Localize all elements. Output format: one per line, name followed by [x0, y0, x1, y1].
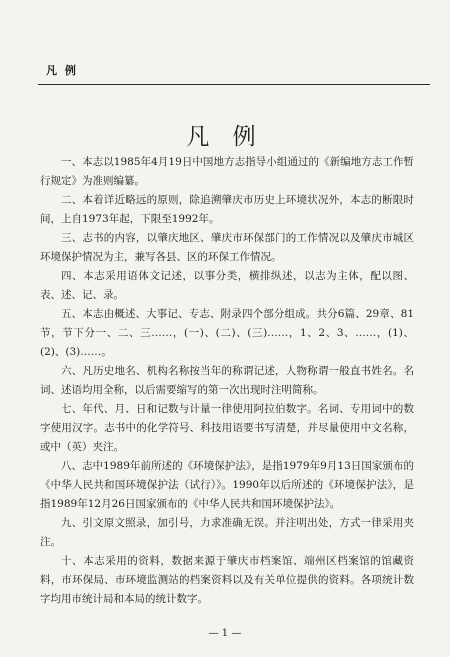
- header-rule: [38, 84, 430, 85]
- paragraph-10: 十、本志采用的资料，数据来源于肇庆市档案馆、端州区档案馆的馆藏资料，市环保局、市环境监测站的档案资料以及有关单位提供的资料。各项统计数字均用市统计局和本局的统计数字。: [40, 555, 414, 605]
- paragraph-3: 三、志书的内容，以肇庆地区、肇庆市环保部门的工作情况以及肇庆市城区环境保护情况为主，兼写各县、区的环保工作情况。: [40, 232, 414, 263]
- paragraph-5: 五、本志由概述、大事记、专志、附录四个部分组成。共分6篇、29章、81节，节下分一、二、三……，(一)、(二)、(三)……，1、2、3、……，(1)、(2)、(3)……。: [40, 308, 414, 358]
- paragraph-8: 八、志中1989年前所述的《环境保护法》，是指1979年9月13日国家颁布的《中华人民共和国环境保护法（试行）》。1990年以后所述的《环境保护法》，是指1989年12月26日国家颁布的《中华人民共和国环境保护法》。: [40, 460, 414, 510]
- paragraph-2: 二、本着详近略远的原则，除追溯肇庆市历史上环境状况外，本志的断限时间，上自1973年起，下限至1992年。: [40, 194, 414, 225]
- paragraph-7: 七、年代、月、日和记数与计量一律使用阿拉伯数字。名词、专用词中的数字使用汉字。志书中的化学符号、科技用语要书写清楚，并尽量使用中文名称，或中（英）夹注。: [40, 403, 414, 453]
- paragraph-6: 六、凡历史地名、机构名称按当年的称谓记述，人物称谓一般直书姓名。名词、述语均用全称，以后需要缩写的第一次出现时注明简称。: [40, 365, 414, 396]
- body-text: [40, 153, 414, 609]
- page-number: — 1 —: [208, 628, 242, 639]
- paragraph-1: 一、本志以1985年4月19日中国地方志指导小组通过的《新编地方志工作暂行规定》为准则编纂。: [40, 156, 414, 187]
- paragraph-4: 四、本志采用语体文记述，以事分类，横排纵述，以志为主体，配以图、表、述、记、录。: [40, 270, 414, 301]
- running-head: 凡 例: [46, 64, 78, 77]
- paragraph-9: 九、引文原文照录，加引号，力求准确无误。并注明出处，方式一律采用夹注。: [40, 517, 414, 548]
- page-title: 凡 例: [186, 124, 264, 150]
